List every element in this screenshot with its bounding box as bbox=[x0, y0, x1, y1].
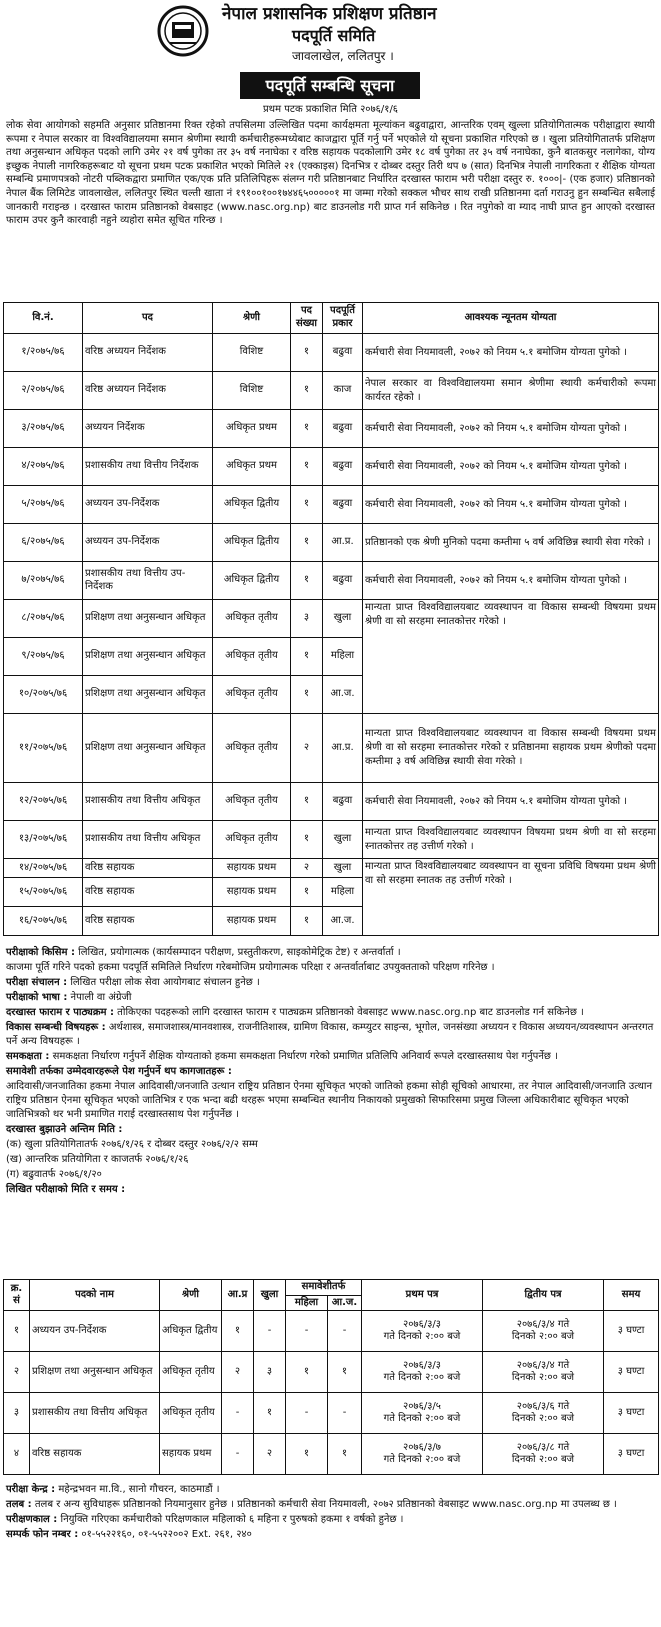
sch-paper2 bbox=[483, 1393, 604, 1434]
position-qualification: नेपाल सरकार वा विश्वविद्यालयमा समान श्रेणीमा स्थायी कर्मचारीको रूपमा कार्यरत रहेको । bbox=[363, 372, 659, 410]
col-class: श्रेणी bbox=[213, 303, 291, 334]
sch-paper1-date: २०७६/३/३ bbox=[403, 1318, 441, 1330]
sch-ap: २ bbox=[222, 1352, 254, 1393]
sch-paper1-time: गते दिनको २:०० बजे bbox=[383, 1413, 461, 1425]
position-type: बढुवा bbox=[323, 783, 363, 821]
position-type: आ.ज. bbox=[323, 676, 363, 714]
position-sn: २/२०७५/७६ bbox=[4, 372, 83, 410]
schedule-row bbox=[4, 1434, 659, 1475]
position-type: खुला bbox=[323, 600, 363, 638]
equiv-label: समकक्षता : bbox=[6, 1051, 50, 1062]
position-post: वरिष्ठ अध्ययन निर्देशक bbox=[83, 372, 213, 410]
position-class: अधिकृत द्वितीय bbox=[213, 562, 291, 600]
position-count: १ bbox=[291, 562, 323, 600]
position-sn: ४/२०७५/७६ bbox=[4, 448, 83, 486]
schedule-label: लिखित परीक्षाको मिति र समय : bbox=[6, 1184, 126, 1195]
position-type: खुला bbox=[323, 821, 363, 859]
position-count: २ bbox=[291, 859, 323, 878]
position-count: १ bbox=[291, 486, 323, 524]
position-class: अधिकृत द्वितीय bbox=[213, 524, 291, 562]
phone-label: सम्पर्क फोन नम्बर : bbox=[6, 1529, 79, 1540]
position-type: महिला bbox=[323, 878, 363, 907]
position-type: आ.प्र. bbox=[323, 524, 363, 562]
sch-open: १ bbox=[254, 1393, 286, 1434]
form-text: तोकिएका पदहरूको लागि दरखास्त फाराम र पाठ्यक्रम प्रतिष्ठानको वेबसाइट www.nasc.org.np बाट डाउनलोड गर्न सकिनेछ । bbox=[117, 1007, 584, 1018]
sch-h-paper1: प्रथम पत्र bbox=[362, 1280, 483, 1311]
dev-label: विकास सम्बन्धी विषयहरू : bbox=[6, 1022, 106, 1033]
sch-h-women: महिला bbox=[286, 1295, 328, 1311]
col-qualification: आवश्यक न्यूनतम योग्यता bbox=[363, 303, 659, 334]
position-sn: १२/२०७५/७६ bbox=[4, 783, 83, 821]
sch-paper1-time: गते दिनको २:०० बजे bbox=[383, 1331, 461, 1343]
position-type: बढुवा bbox=[323, 562, 363, 600]
sch-duration: ३ घण्टा bbox=[604, 1352, 659, 1393]
sch-aj: १ bbox=[328, 1352, 362, 1393]
notes-section bbox=[6, 946, 656, 1198]
conduct: लिखित परीक्षा लोक सेवा आयोगबाट संचालन हुनेछ । bbox=[70, 977, 260, 988]
position-post: वरिष्ठ सहायक bbox=[83, 907, 213, 936]
sch-paper1 bbox=[362, 1393, 483, 1434]
deadline-internal: (ख) आन्तरिक प्रतियोगिता र काजतर्फ २०७६/१/२६ bbox=[6, 1154, 189, 1165]
position-sn: १०/२०७५/७६ bbox=[4, 676, 83, 714]
sch-paper1-time: गते दिनको २:०० बजे bbox=[383, 1454, 461, 1466]
position-sn: १३/२०७५/७६ bbox=[4, 821, 83, 859]
intro-paragraph: लोक सेवा आयोगको सहमति अनुसार प्रतिष्ठानमा रिक्त रहेको तपसिलमा उल्लिखित पदमा कार्यक्षमता मूल्यांकन बढुवाद्वारा, आन्तरिक एवम् खुल्ला प्रतियोगितात्मक परीक्षाद्वारा स्थायी रूपमा र नेपाल सरकार वा विश्वविद्यालयमा समान श्रेणीमा स्थायी कर्मचारीहरूमध्येबाट काजद्वारा पूर्ति गर्नु पर्ने भएकोले यो सूचना प्रकाशित गरिएको छ । खुला प्रतियोगितातर्फ प्रशिक्षण तथा अनुसन्धान अधिकृत पदको लागि उमेर २१ वर्ष पुगेका तर ३५ वर्ष ननाघेका र वरिष्ठ सहायक पदकोलागि उमेर १८ वर्ष पुगेका तर ३५ वर्ष ननाघेका, कुनै बातकसुर नलागेका, योग्य इच्छुक नेपाली नागरिकहरूबाट यो सूचना प्रथम पटक प्रकाशित भएको मितिले २१ (एक्काइस) दिनभित्र र दोब्बर दस्तुर तिरी थप ७ (सात) दिनभित्र नेपाली नागरिकता र शैक्षिक योग्यता सम्बन्धि प्रमाणपत्रको नोटरी पब्लिकद्वारा प्रमाणित एक/एक प्रति प्रतिलिपिहरू संलग्न गरी प्रतिष्ठानबाट निर्धारित दरखास्त फाराम भरी परीक्षा दस्तुर रु. १०००|- (एक हजार) प्रतिष्ठानको नेपाल बैंक लिमिटेड जावलाखेल, ललितपुर स्थित चल्ती खाता नं १९१००१००१७४४६५०००००१ मा जम्मा गरेको सक्कल भौचर साथ राखी प्रतिष्ठानमा दर्ता गराउनु हुन सम्बन्धित सबैलाई जानकारी गराइन्छ । दरखास्त फाराम प्रतिष्ठानको वेबसाइट (www.nasc.org.np) बाट डाउनलोड गरी प्राप्त गर्न सकिनेछ । रित नपुगेको वा म्याद नाघी प्राप्त हुन आएको दरखास्त फाराम उपर कुनै कारवाही नहुने व्यहोरा समेत सूचित गरिन्छ । bbox=[6, 120, 655, 227]
schedule-row bbox=[4, 1352, 659, 1393]
sch-duration: ३ घण्टा bbox=[604, 1393, 659, 1434]
position-type: बढुवा bbox=[323, 486, 363, 524]
exam-type: लिखित, प्रयोगात्मक (कार्यसम्पादन परीक्षण, प्रस्तुतीकरण, साइकोमेट्रिक टेष्ट) र अन्तर्वार्ता । bbox=[78, 947, 401, 958]
deadline-open: (क) खुला प्रतियोगितातर्फ २०७६/१/२६ र दोब्बर दस्तुर २०७६/२/२ सम्म bbox=[6, 1139, 258, 1150]
position-post: प्रशासकीय तथा वित्तीय निर्देशक bbox=[83, 448, 213, 486]
position-class: अधिकृत तृतीय bbox=[213, 821, 291, 859]
sch-paper2 bbox=[483, 1434, 604, 1475]
sch-class: अधिकृत तृतीय bbox=[160, 1393, 222, 1434]
sch-women: १ bbox=[286, 1434, 328, 1475]
positions-header-row bbox=[4, 303, 659, 334]
position-row bbox=[4, 448, 659, 486]
position-type: आ.ज. bbox=[323, 907, 363, 936]
position-sn: १६/२०७५/७६ bbox=[4, 907, 83, 936]
position-class: विशिष्ट bbox=[213, 334, 291, 372]
sch-h-open: खुला bbox=[254, 1280, 286, 1311]
sch-paper1-date: २०७६/३/७ bbox=[403, 1441, 441, 1453]
position-qualification: कर्मचारी सेवा नियमावली, २०७२ को नियम ५.१ बमोजिम योग्यता पुगेको । bbox=[363, 448, 659, 486]
position-type: आ.प्र. bbox=[323, 714, 363, 783]
probation: नियुक्ति गरिएका कर्मचारीको परिक्षणकाल महिलाको ६ महिना र पुरुषको हकमा १ वर्षको हुनेछ । bbox=[60, 1514, 404, 1525]
sch-h-post: पदको नाम bbox=[30, 1280, 160, 1311]
position-sn: ११/२०७५/७६ bbox=[4, 714, 83, 783]
sch-duration: ३ घण्टा bbox=[604, 1311, 659, 1352]
language: नेपाली वा अंग्रेजी bbox=[70, 992, 132, 1003]
sch-h-paper2: द्वितीय पत्र bbox=[483, 1280, 604, 1311]
position-qualification: प्रतिष्ठानको एक श्रेणी मुनिको पदमा कम्तीमा ५ वर्ष अविछिन्न स्थायी सेवा गरेको । bbox=[363, 524, 659, 562]
sch-post: प्रशासकीय तथा वित्तीय अधिकृत bbox=[30, 1393, 160, 1434]
position-sn: १/२०७५/७६ bbox=[4, 334, 83, 372]
position-qualification: कर्मचारी सेवा नियमावली, २०७२ को नियम ५.१ बमोजिम योग्यता पुगेको । bbox=[363, 783, 659, 821]
position-type: बढुवा bbox=[323, 410, 363, 448]
position-type: महिला bbox=[323, 638, 363, 676]
position-count: १ bbox=[291, 638, 323, 676]
position-count: १ bbox=[291, 334, 323, 372]
position-qualification: मान्यता प्राप्त विश्वविद्यालयबाट व्यवस्थापन वा विकास सम्बन्धी विषयमा प्रथम श्रेणी वा सो सरहमा स्नातकोत्तर गरेको । bbox=[363, 600, 659, 714]
position-count: १ bbox=[291, 676, 323, 714]
position-post: प्रशिक्षण तथा अनुसन्धान अधिकृत bbox=[83, 676, 213, 714]
col-type: पदपूर्ति प्रकार bbox=[323, 303, 363, 334]
sch-h-ap: आ.प्र bbox=[222, 1280, 254, 1311]
sch-paper2-time: दिनको २:०० बजे bbox=[511, 1413, 575, 1425]
position-row bbox=[4, 562, 659, 600]
sch-women: १ bbox=[286, 1352, 328, 1393]
schedule-table bbox=[3, 1279, 659, 1475]
dev-subjects: अर्थशास्त्र, समाजशास्त्र/मानवशास्त्र, राजनीतिशास्त्र, ग्रामिण विकास, कम्प्युटर साइन्स, भूगोल, जनसंख्या अध्ययन र विकास अध्ययन/व्यवस्थापन अन्तरगत पर्ने अन्य विषयहरू । bbox=[6, 1022, 654, 1047]
sch-women: - bbox=[286, 1393, 328, 1434]
schedule-row bbox=[4, 1311, 659, 1352]
deadline-promotion: (ग) बढुवातर्फ २०७६/१/२० bbox=[6, 1169, 102, 1180]
position-count: २ bbox=[291, 714, 323, 783]
sch-aj: १ bbox=[328, 1434, 362, 1475]
sch-open: - bbox=[254, 1311, 286, 1352]
sch-paper1-date: २०७६/३/३ bbox=[403, 1359, 441, 1371]
sch-sn: ४ bbox=[4, 1434, 30, 1475]
sch-ap: - bbox=[222, 1434, 254, 1475]
committee-name: पदपूर्ति समिति bbox=[292, 26, 376, 45]
position-post: वरिष्ठ अध्ययन निर्देशक bbox=[83, 334, 213, 372]
position-count: १ bbox=[291, 821, 323, 859]
position-row bbox=[4, 372, 659, 410]
conduct-label: परीक्षा संचालन : bbox=[6, 977, 68, 988]
position-type: बढुवा bbox=[323, 334, 363, 372]
position-class: अधिकृत तृतीय bbox=[213, 783, 291, 821]
col-sn: वि.नं. bbox=[4, 303, 83, 334]
position-row bbox=[4, 859, 659, 878]
position-type: काज bbox=[323, 372, 363, 410]
position-count: १ bbox=[291, 372, 323, 410]
position-class: अधिकृत प्रथम bbox=[213, 410, 291, 448]
deadline-label: दरखास्त बुझाउने अन्तिम मिति : bbox=[6, 1124, 123, 1135]
sch-paper1 bbox=[362, 1311, 483, 1352]
language-label: परीक्षाको भाषा : bbox=[6, 992, 68, 1003]
position-count: ३ bbox=[291, 600, 323, 638]
center-label: परीक्षा केन्द्र : bbox=[6, 1484, 56, 1495]
position-count: १ bbox=[291, 907, 323, 936]
probation-label: परीक्षणकाल : bbox=[6, 1514, 58, 1525]
equiv: समकक्षता निर्धारण गर्नुपर्ने शैक्षिक योग्यताको हकमा समकक्षता निर्धारण गरेको प्रमाणित प्रतिलिपि अनिवार्य रूपले दरखास्तसाथ पेश गर्नुपर्नेछ । bbox=[52, 1051, 558, 1062]
position-count: १ bbox=[291, 878, 323, 907]
salary-label: तलब : bbox=[6, 1499, 32, 1510]
position-row bbox=[4, 524, 659, 562]
position-count: १ bbox=[291, 448, 323, 486]
position-sn: १५/२०७५/७६ bbox=[4, 878, 83, 907]
position-post: अध्ययन उप-निर्देशक bbox=[83, 486, 213, 524]
sch-post: अध्ययन उप-निर्देशक bbox=[30, 1311, 160, 1352]
position-class: अधिकृत तृतीय bbox=[213, 714, 291, 783]
position-post: वरिष्ठ सहायक bbox=[83, 878, 213, 907]
sch-paper1 bbox=[362, 1352, 483, 1393]
position-qualification: कर्मचारी सेवा नियमावली, २०७२ को नियम ५.१ बमोजिम योग्यता पुगेको । bbox=[363, 334, 659, 372]
position-post: प्रशिक्षण तथा अनुसन्धान अधिकृत bbox=[83, 714, 213, 783]
position-post: प्रशिक्षण तथा अनुसन्धान अधिकृत bbox=[83, 638, 213, 676]
position-row bbox=[4, 783, 659, 821]
footer-section bbox=[6, 1483, 656, 1543]
position-row bbox=[4, 334, 659, 372]
positions-table bbox=[3, 302, 659, 936]
sch-paper2-date: २०७६/३/६ गते bbox=[516, 1400, 570, 1412]
sch-women: - bbox=[286, 1311, 328, 1352]
position-class: अधिकृत तृतीय bbox=[213, 676, 291, 714]
position-sn: ३/२०७५/७६ bbox=[4, 410, 83, 448]
sch-paper2-date: २०७६/३/४ गते bbox=[516, 1318, 570, 1330]
sch-open: ३ bbox=[254, 1352, 286, 1393]
position-qualification: मान्यता प्राप्त विश्वविद्यालयबाट व्यवस्थापन वा सूचना प्रविधि विषयमा प्रथम श्रेणी वा सो सरहमा स्नातक तह उत्तीर्ण गरेको । bbox=[363, 859, 659, 936]
org-name: नेपाल प्रशासनिक प्रशिक्षण प्रतिष्ठान bbox=[222, 4, 437, 24]
salary: तलब र अन्य सुविधाहरू प्रतिष्ठानको नियमानुसार हुनेछ । प्रतिष्ठानको कर्मचारी सेवा नियमावली, २०७२ प्रतिष्ठानको वेबसाइट www.nasc.org.np मा उपलब्ध छ । bbox=[34, 1499, 617, 1510]
position-row bbox=[4, 821, 659, 859]
position-class: अधिकृत प्रथम bbox=[213, 448, 291, 486]
nasc-emblem-icon bbox=[157, 5, 209, 57]
position-type: बढुवा bbox=[323, 448, 363, 486]
position-class: सहायक प्रथम bbox=[213, 859, 291, 878]
phone: ०१-५५२२१६०, ०१-५५२२००२ Ext. २६१, २४० bbox=[81, 1529, 252, 1540]
sch-h-sn: क्र. सं bbox=[4, 1280, 30, 1311]
position-sn: ६/२०७५/७६ bbox=[4, 524, 83, 562]
position-post: वरिष्ठ सहायक bbox=[83, 859, 213, 878]
position-sn: ८/२०७५/७६ bbox=[4, 600, 83, 638]
exam-type-note: काजमा पूर्ति गरिने पदको हकमा पदपूर्ति समितिले निर्धारण गरेबमोजिम प्रयोगात्मक परिक्षा र अन्तर्वार्ताबाट उपयुक्तताको परिक्षण गरिनेछ । bbox=[6, 962, 495, 973]
sch-paper2 bbox=[483, 1311, 604, 1352]
position-post: अध्ययन उप-निर्देशक bbox=[83, 524, 213, 562]
sch-paper1-date: २०७६/३/५ bbox=[403, 1400, 441, 1412]
sch-open: २ bbox=[254, 1434, 286, 1475]
sch-h-class: श्रेणी bbox=[160, 1280, 222, 1311]
form-label: दरखास्त फाराम र पाठ्यक्रम : bbox=[6, 1007, 114, 1018]
position-class: अधिकृत तृतीय bbox=[213, 638, 291, 676]
position-row bbox=[4, 714, 659, 783]
header bbox=[0, 0, 661, 70]
sch-aj: - bbox=[328, 1311, 362, 1352]
position-qualification: मान्यता प्राप्त विश्वविद्यालयबाट व्यवस्थापन विषयमा प्रथम श्रेणी वा सो सरहमा स्नातकोत्तर तह उत्तीर्ण गरेको । bbox=[363, 821, 659, 859]
position-count: १ bbox=[291, 410, 323, 448]
sch-aj: - bbox=[328, 1393, 362, 1434]
inclusive-text: आदिवासी/जनजातिका हकमा नेपाल आदिवासी/जनजाति उत्थान राष्ट्रिय प्रतिष्ठान ऐनमा सूचिकृत भएको जातिको हकमा सोही सूचिको आधारमा, तर नेपाल आदिवासी/जनजाति उत्थान राष्ट्रिय प्रतिष्ठान ऐनमा सूचिकृत भएको जातिभित्र र एक भन्दा बढी थरहरू भएमा सम्बन्धित स्थानीय निकायको प्रमुखको सिफारिसमा प्रमुख जिल्ला अधिकारीबाट सूचिकृत भएको जातिभित्रको थर भनी प्रमाणित गराई दरखास्तसाथ पेश गर्नुपर्नेछ । bbox=[6, 1081, 653, 1120]
position-qualification: कर्मचारी सेवा नियमावली, २०७२ को नियम ५.१ बमोजिम योग्यता पुगेको । bbox=[363, 562, 659, 600]
col-post: पद bbox=[83, 303, 213, 334]
position-sn: १४/२०७५/७६ bbox=[4, 859, 83, 878]
inclusive-label: समावेशी तर्फका उम्मेदवारहरूले पेश गर्नुपर्ने थप कागजातहरू : bbox=[6, 1066, 232, 1077]
position-sn: ७/२०७५/७६ bbox=[4, 562, 83, 600]
position-row bbox=[4, 486, 659, 524]
position-post: अध्ययन निर्देशक bbox=[83, 410, 213, 448]
position-class: अधिकृत तृतीय bbox=[213, 600, 291, 638]
sch-paper2-time: दिनको २:०० बजे bbox=[511, 1331, 575, 1343]
publish-date: प्रथम पटक प्रकाशित मिति २०७६/१/६ bbox=[262, 104, 399, 115]
position-qualification: कर्मचारी सेवा नियमावली, २०७२ को नियम ५.१ बमोजिम योग्यता पुगेको । bbox=[363, 410, 659, 448]
sch-paper1 bbox=[362, 1434, 483, 1475]
position-count: १ bbox=[291, 783, 323, 821]
address: जावलाखेल, ललितपुर । bbox=[292, 49, 394, 63]
position-type: खुला bbox=[323, 859, 363, 878]
exam-center: महेन्द्रभवन मा.वि., सानो गौचरन, काठमाडौं । bbox=[58, 1484, 220, 1495]
sch-ap: - bbox=[222, 1393, 254, 1434]
sch-class: अधिकृत द्वितीय bbox=[160, 1311, 222, 1352]
sch-paper2-time: दिनको २:०० बजे bbox=[511, 1372, 575, 1384]
position-class: सहायक प्रथम bbox=[213, 907, 291, 936]
sch-sn: २ bbox=[4, 1352, 30, 1393]
col-count: पद संख्या bbox=[291, 303, 323, 334]
position-qualification: कर्मचारी सेवा नियमावली, २०७२ को नियम ५.१ बमोजिम योग्यता पुगेको । bbox=[363, 486, 659, 524]
sch-class: सहायक प्रथम bbox=[160, 1434, 222, 1475]
position-post: प्रशासकीय तथा वित्तीय अधिकृत bbox=[83, 783, 213, 821]
position-post: प्रशासकीय तथा वित्तीय अधिकृत bbox=[83, 821, 213, 859]
sch-sn: १ bbox=[4, 1311, 30, 1352]
sch-post: प्रशिक्षण तथा अनुसन्धान अधिकृत bbox=[30, 1352, 160, 1393]
sch-class: अधिकृत तृतीय bbox=[160, 1352, 222, 1393]
sch-paper2-date: २०७६/३/४ गते bbox=[516, 1359, 570, 1371]
position-sn: ५/२०७५/७६ bbox=[4, 486, 83, 524]
position-class: सहायक प्रथम bbox=[213, 878, 291, 907]
position-post: प्रशासकीय तथा वित्तीय उप-निर्देशक bbox=[83, 562, 213, 600]
sch-paper2-time: दिनको २:०० बजे bbox=[511, 1454, 575, 1466]
sch-h-inclusive: समावेशीतर्फ bbox=[286, 1280, 362, 1296]
exam-type-label: परीक्षाको किसिम : bbox=[6, 947, 75, 958]
position-class: विशिष्ट bbox=[213, 372, 291, 410]
position-row bbox=[4, 410, 659, 448]
sch-post: वरिष्ठ सहायक bbox=[30, 1434, 160, 1475]
sch-sn: ३ bbox=[4, 1393, 30, 1434]
sch-duration: ३ घण्टा bbox=[604, 1434, 659, 1475]
position-class: अधिकृत द्वितीय bbox=[213, 486, 291, 524]
position-sn: ९/२०७५/७६ bbox=[4, 638, 83, 676]
sch-paper2-date: २०७६/३/८ गते bbox=[516, 1441, 570, 1453]
sch-h-aj: आ.ज. bbox=[328, 1295, 362, 1311]
notice-title-banner: पदपूर्ति सम्बन्धि सूचना bbox=[240, 72, 420, 99]
position-count: १ bbox=[291, 524, 323, 562]
sch-ap: १ bbox=[222, 1311, 254, 1352]
schedule-row bbox=[4, 1393, 659, 1434]
sch-paper2 bbox=[483, 1352, 604, 1393]
sch-h-time: समय bbox=[604, 1280, 659, 1311]
position-qualification: मान्यता प्राप्त विश्वविद्यालयबाट व्यवस्थापन वा विकास सम्बन्धी विषयमा प्रथम श्रेणी वा सो सरहमा स्नातकोत्तर गरेको र प्रतिष्ठानमा सहायक प्रथम श्रेणीको पदमा कम्तीमा ३ वर्ष अविछिन्न स्थायी सेवा गरेको । bbox=[363, 714, 659, 783]
position-post: प्रशिक्षण तथा अनुसन्धान अधिकृत bbox=[83, 600, 213, 638]
sch-paper1-time: गते दिनको २:०० बजे bbox=[383, 1372, 461, 1384]
position-row bbox=[4, 600, 659, 638]
